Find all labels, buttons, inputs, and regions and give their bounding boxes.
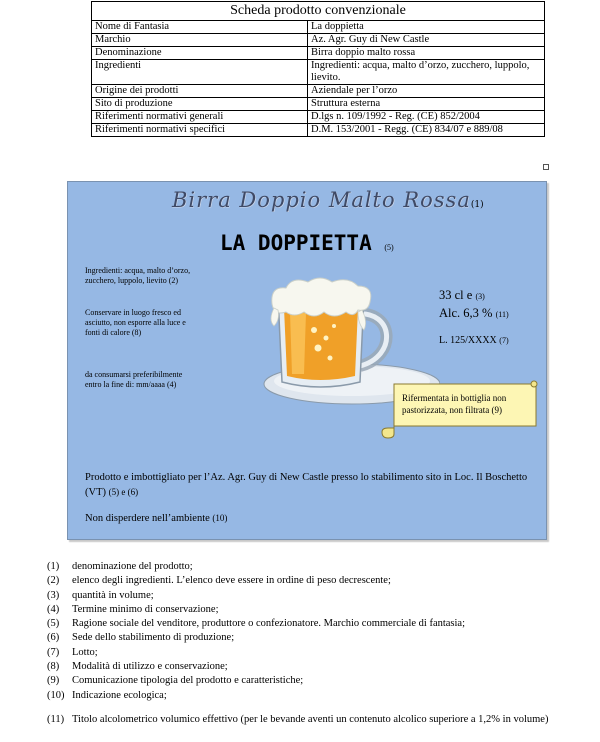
row-label: Origine dei prodotti: [92, 85, 308, 98]
row-label: Riferimenti normativi generali: [92, 111, 308, 124]
item-text: denominazione del prodotto;: [72, 561, 193, 572]
row-value: Struttura esterna: [308, 98, 545, 111]
label-best-before: da consumarsi preferibilmente entro la fine di: mm/aaaa (4): [85, 370, 183, 389]
label-script-title: [172, 188, 484, 212]
item-text: Sede dello stabilimento di produzione;: [72, 632, 235, 644]
row-label: Marchio: [92, 34, 308, 47]
list-item: [47, 674, 587, 688]
item-text: Comunicazione tipologia del prodotto e caratteristiche;: [72, 675, 304, 687]
table-row: [92, 60, 545, 85]
producer-ref: (5) e (6): [108, 487, 139, 497]
item-number: (7): [47, 646, 60, 658]
beer-label: [67, 181, 547, 540]
item-text: Termine minimo di conservazione;: [72, 603, 219, 615]
row-label: Sito di produzione: [92, 98, 308, 111]
table-title: Scheda prodotto convenzionale: [92, 2, 545, 21]
list-item: [47, 646, 587, 660]
item-text: Ragione sociale del venditore, produttore o confezionatore. Marchio commerciale di fantasia;: [72, 618, 466, 630]
item-number: (3): [47, 589, 60, 601]
item-number: (10): [47, 689, 65, 701]
script-title-ref: (1): [470, 200, 484, 210]
scroll-ref: (9): [491, 405, 502, 415]
label-producer: [85, 470, 543, 500]
label-ingredients: Ingredienti: acqua, malto d’orzo, zucchero, luppolo, lievito (2): [85, 266, 191, 285]
row-label: Denominazione: [92, 47, 308, 60]
label-lot: [439, 335, 509, 346]
row-value: D.lgs n. 109/1992 - Reg. (CE) 852/2004: [308, 111, 545, 124]
row-value: Ingredienti: acqua, malto d’orzo, zucchero, luppolo, lievito.: [308, 60, 545, 85]
label-alcohol: [439, 306, 509, 321]
item-number: (6): [47, 632, 60, 644]
item-number: (1): [47, 561, 60, 572]
row-value: La doppietta: [308, 21, 545, 34]
alcohol-text: Alc. 6,3 %: [439, 306, 493, 320]
item-number: (2): [47, 575, 60, 587]
item-text: Lotto;: [72, 646, 98, 658]
item-text: Titolo alcolometrico volumico effettivo (per le bevande aventi un contenuto alcolico superiore a 1,2% in volume): [72, 713, 549, 725]
list-item: [47, 660, 587, 674]
alcohol-ref: (11): [495, 310, 509, 319]
scroll-text-body: Rifermentata in bottiglia non pastorizzata, non filtrata: [402, 393, 507, 415]
quantity-text: 33 cl e: [439, 288, 473, 302]
item-number: (11): [47, 713, 65, 725]
list-item: [47, 689, 587, 703]
item-text: Indicazione ecologica;: [72, 689, 167, 701]
table-row: [92, 98, 545, 111]
item-number: (4): [47, 603, 60, 615]
row-value: Birra doppio malto rossa: [308, 47, 545, 60]
item-number: (8): [47, 661, 60, 673]
item-number: (5): [47, 618, 60, 630]
environment-text: Non disperdere nell’ambiente: [85, 513, 210, 524]
label-quantity: [439, 288, 485, 303]
list-item: [47, 574, 587, 588]
row-label: Ingredienti: [92, 60, 308, 85]
row-value: D.M. 153/2001 - Regg. (CE) 834/07 e 889/08: [308, 124, 545, 137]
list-item: [47, 603, 587, 617]
table-row: [92, 85, 545, 98]
item-text: Modalità di utilizzo e conservazione;: [72, 661, 228, 673]
lot-text: L. 125/XXXX: [439, 335, 497, 346]
item-text: elenco degli ingredienti. L’elenco deve essere in ordine di peso decrescente;: [72, 575, 391, 587]
list-item: [47, 589, 587, 603]
table-resize-handle[interactable]: [543, 164, 549, 170]
script-title-text: Birra Doppio Malto Rossa: [172, 188, 471, 212]
environment-ref: (10): [212, 513, 228, 523]
quantity-ref: (3): [475, 292, 485, 301]
legend-list: [47, 560, 587, 727]
table-row: [92, 111, 545, 124]
label-environment: [85, 513, 227, 524]
producer-text: Prodotto e imbottigliato per l’Az. Agr. Guy di New Castle presso lo stabilimento sito in Loc. Il Boschetto (VT): [85, 472, 528, 498]
lot-ref: (7): [499, 336, 509, 345]
list-item: [47, 560, 587, 574]
list-item: [47, 713, 587, 727]
row-label: Riferimenti normativi specifici: [92, 124, 308, 137]
item-text: quantità in volume;: [72, 589, 154, 601]
table-row: [92, 34, 545, 47]
list-item: [47, 617, 587, 631]
label-brand: [220, 231, 394, 255]
table-row: [92, 124, 545, 137]
item-number: (9): [47, 675, 60, 687]
list-item: [47, 631, 587, 645]
row-label: Nome di Fantasia: [92, 21, 308, 34]
scroll-text: [402, 392, 532, 416]
brand-text: LA DOPPIETTA: [220, 231, 372, 255]
brand-ref: (5): [384, 243, 394, 252]
row-value: Az. Agr. Guy di New Castle: [308, 34, 545, 47]
table-row: [92, 21, 545, 34]
table-row: [92, 47, 545, 60]
row-value: Aziendale per l’orzo: [308, 85, 545, 98]
product-table: [91, 1, 545, 137]
label-storage: Conservare in luogo fresco ed asciutto, non esporre alla luce e fonti di calore (8): [85, 308, 186, 337]
